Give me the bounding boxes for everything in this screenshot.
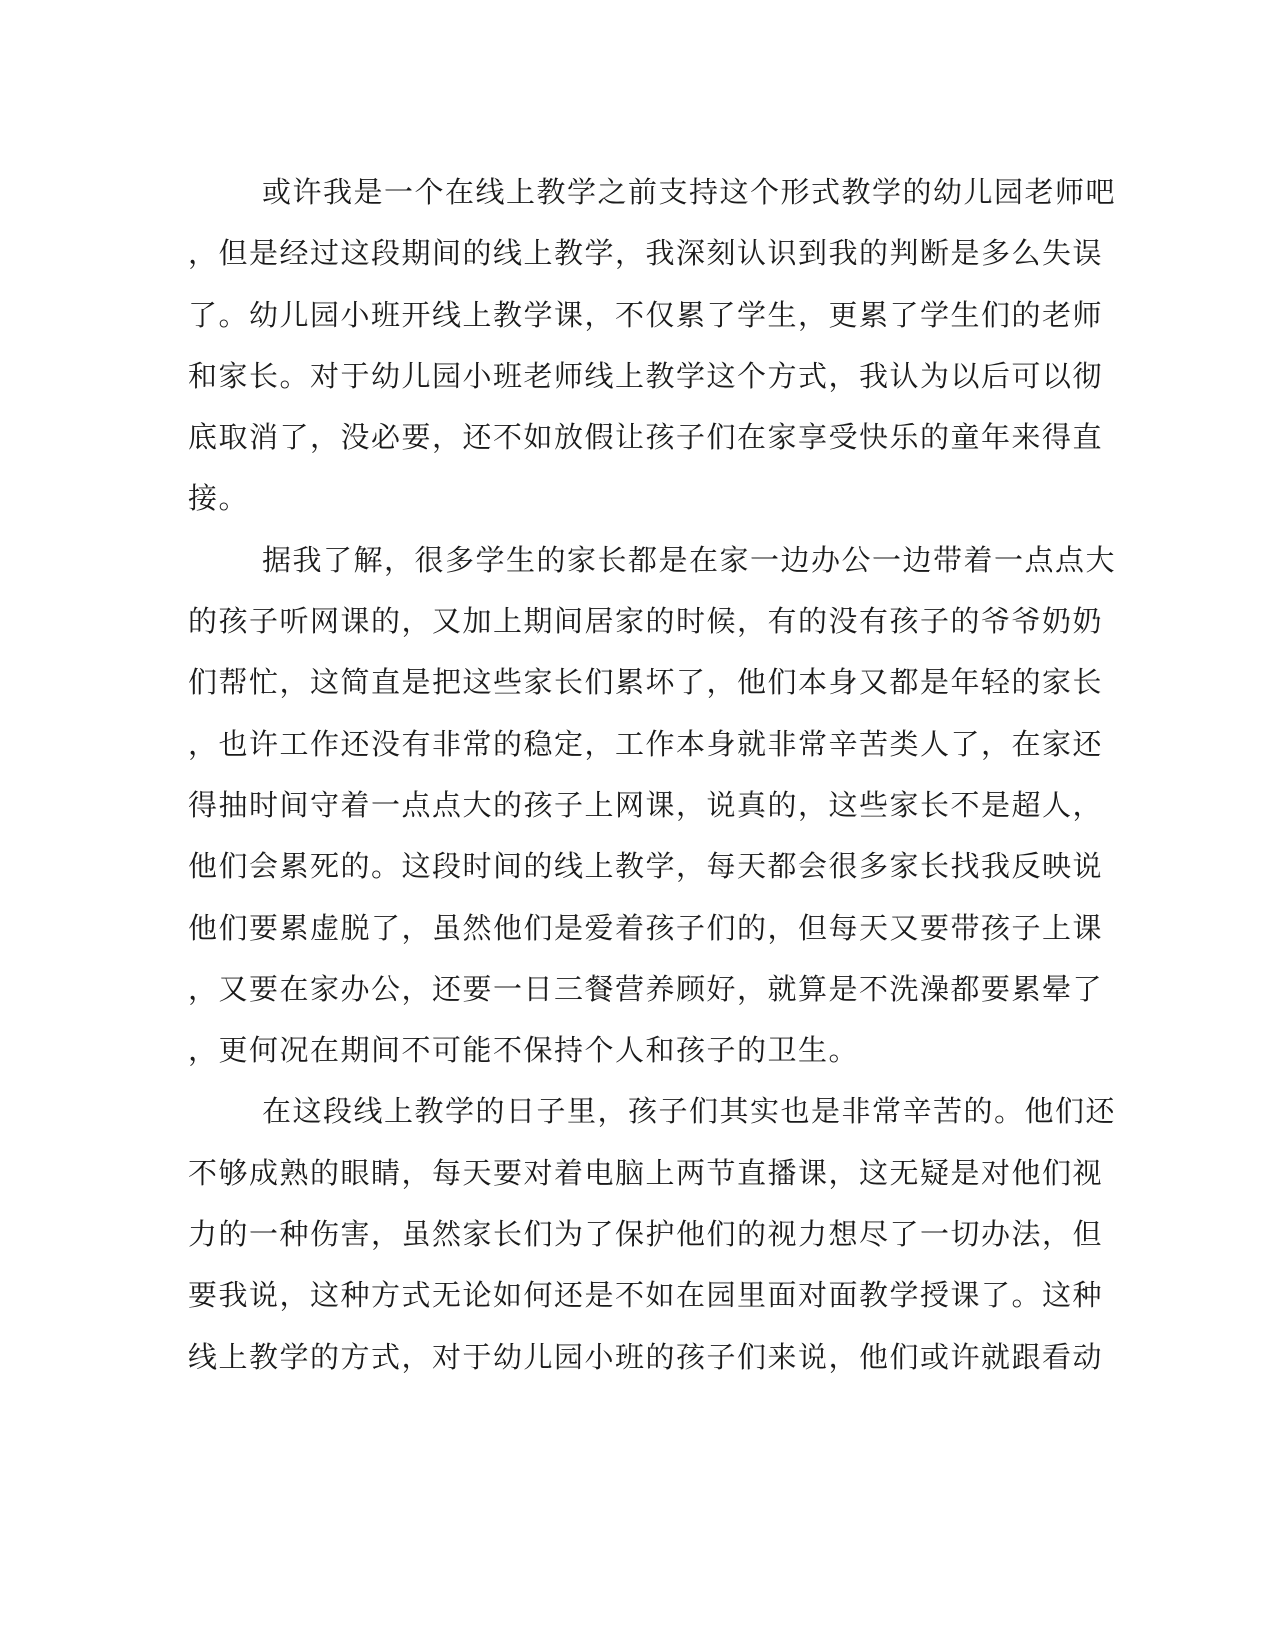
text-line: 接。 <box>188 481 250 516</box>
text-line: 在这段线上教学的日子里，孩子们其实也是非常辛苦的。他们还 <box>262 1094 1117 1129</box>
text-line: 和家长。对于幼儿园小班老师线上教学这个方式，我认为以后可以彻 <box>188 358 1104 393</box>
paragraph-2 <box>188 530 1117 1082</box>
text-line: 了。幼儿园小班开线上教学课，不仅累了学生，更累了学生们的老师 <box>188 297 1104 332</box>
text-line: 底取消了，没必要，还不如放假让孩子们在家享受快乐的童年来得直 <box>188 420 1104 455</box>
text-line: 线上教学的方式，对于幼儿园小班的孩子们来说，他们或许就跟看动 <box>188 1339 1104 1374</box>
text-line: ，又要在家办公，还要一日三餐营养顾好，就算是不洗澡都要累晕了 <box>188 971 1104 1006</box>
text-line: 不够成熟的眼睛，每天要对着电脑上两节直播课，这无疑是对他们视 <box>188 1155 1104 1190</box>
paragraph-1 <box>188 162 1117 530</box>
text-line: 得抽时间守着一点点大的孩子上网课，说真的，这些家长不是超人， <box>188 787 1104 822</box>
text-line: 的孩子听网课的，又加上期间居家的时候，有的没有孩子的爷爷奶奶 <box>188 604 1104 639</box>
text-line: 他们要累虚脱了，虽然他们是爱着孩子们的，但每天又要带孩子上课 <box>188 910 1104 945</box>
text-line: 们帮忙，这简直是把这些家长们累坏了，他们本身又都是年轻的家长 <box>188 665 1104 700</box>
text-line: 力的一种伤害，虽然家长们为了保护他们的视力想尽了一切办法，但 <box>188 1217 1104 1252</box>
text-line: 要我说，这种方式无论如何还是不如在园里面对面教学授课了。这种 <box>188 1278 1104 1313</box>
text-line: 据我了解，很多学生的家长都是在家一边办公一边带着一点点大 <box>262 542 1117 577</box>
text-line: 或许我是一个在线上教学之前支持这个形式教学的幼儿园老师吧 <box>262 175 1117 209</box>
paragraph-3 <box>188 1081 1117 1387</box>
text-line: ，也许工作还没有非常的稳定，工作本身就非常辛苦类人了，在家还 <box>188 726 1104 761</box>
text-line: 他们会累死的。这段时间的线上教学，每天都会很多家长找我反映说 <box>188 849 1104 884</box>
text-line: ，但是经过这段期间的线上教学，我深刻认识到我的判断是多么失误 <box>188 236 1104 271</box>
text-line: ，更何况在期间不可能不保持个人和孩子的卫生。 <box>188 1033 860 1068</box>
document-body <box>188 162 1117 1388</box>
